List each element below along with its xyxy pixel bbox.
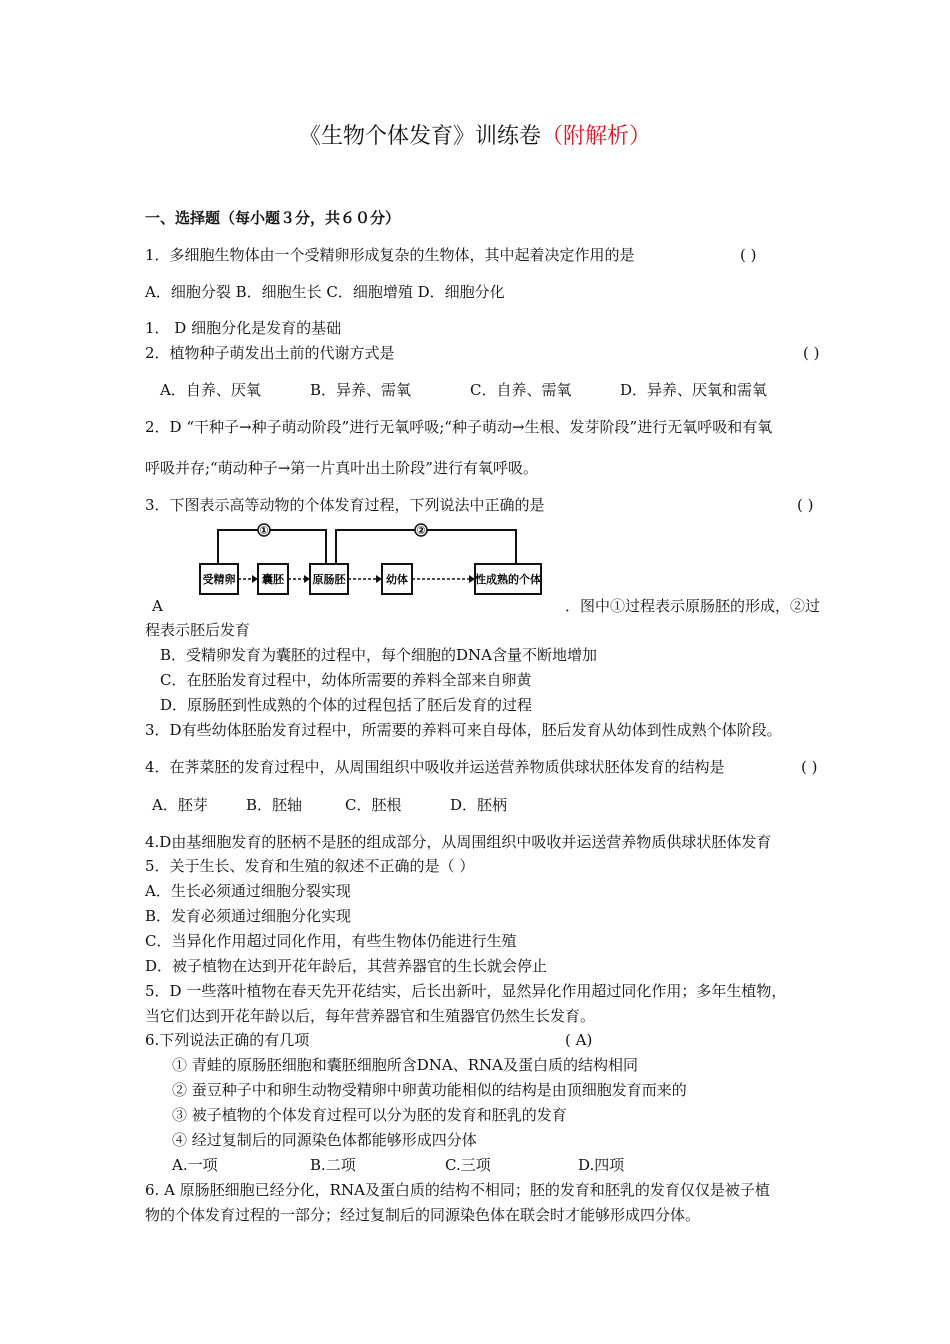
q4-option-d: D．胚柄 (450, 796, 508, 814)
q3-option-c: C．在胚胎发育过程中，幼体所需要的养料全部来自卵黄 (160, 671, 532, 689)
q6-item-2: ② 蚕豆种子中和卵生动物受精卵中卵黄功能相似的结构是由顶细胞发育而来的 (172, 1081, 687, 1099)
q6-option-d: D.四项 (578, 1156, 625, 1174)
q4-option-b: B．胚轴 (246, 796, 303, 814)
q1-answer: 1． D 细胞分化是发育的基础 (145, 319, 342, 337)
q2-option-c: C．自养、需氧 (470, 381, 572, 399)
q1-stem: 1．多细胞生物体由一个受精卵形成复杂的生物体，其中起着决定作用的是 (145, 246, 635, 264)
q4-option-c: C．胚根 (345, 796, 402, 814)
q5-stem: 5．关于生长、发育和生殖的叙述不正确的是（ ） (145, 857, 475, 875)
q3-option-a-text: ．图中①过程表示原肠胚的形成，②过 (565, 597, 821, 615)
q4-stem: 4．在荠菜胚的发育过程中，从周围组织中吸收并运送营养物质供球状胚体发育的结构是 (145, 758, 725, 776)
q2-answer-line1: 2．D “干种子→种子萌动阶段”进行无氧呼吸;“种子萌动→生根、发芽阶段”进行无氧呼吸和有氧 (145, 418, 773, 436)
q6-stem: 6.下列说法正确的有几项 (145, 1031, 310, 1049)
q3-option-d: D．原肠胚到性成熟的个体的过程包括了胚后发育的过程 (160, 696, 533, 714)
q2-option-d: D．异养、厌氧和需氧 (620, 381, 768, 399)
q6-answer-line2: 物的个体发育过程的一部分；经过复制后的同源染色体在联会时才能够形成四分体。 (145, 1206, 701, 1224)
document-title (0, 122, 950, 152)
q6-option-b: B.二项 (310, 1156, 356, 1174)
q2-answer-line2: 呼吸并存;“萌动种子→第一片真叶出土阶段”进行有氧呼吸。 (145, 459, 538, 477)
mark-2: ② (416, 524, 426, 537)
node-gastrula: 原肠胚 (312, 573, 346, 586)
q3-option-b: B．受精卵发育为囊胚的过程中，每个细胞的DNA含量不断地增加 (160, 646, 598, 664)
q1-options: A．细胞分裂 B．细胞生长 C．细胞增殖 D．细胞分化 (145, 283, 505, 301)
q5-answer-line2: 当它们达到开花年龄以后，每年营养器官和生殖器官仍然生长发育。 (145, 1007, 596, 1025)
node-larva: 幼体 (386, 573, 408, 586)
q6-option-a: A.一项 (172, 1156, 218, 1174)
q1-answer-blank: ( ) (740, 246, 757, 264)
q6-option-c: C.三项 (445, 1156, 491, 1174)
q6-answer-blank: ( A) (565, 1031, 593, 1049)
q2-answer-blank: ( ) (803, 344, 820, 362)
q4-answer: 4.D由基细胞发育的胚柄不是胚的组成部分，从周围组织中吸收并运送营养物质供球状胚体发育 (145, 833, 772, 851)
q3-answer: 3．D有些幼体胚胎发育过程中，所需要的养料可来自母体，胚后发育从幼体到性成熟个体阶段。 (145, 721, 782, 739)
q5-option-c: C．当异化作用超过同化作用，有些生物体仍能进行生殖 (145, 932, 517, 950)
development-flow-diagram (198, 520, 550, 602)
section-heading: 一、选择题（每小题３分，共６０分） (145, 209, 401, 227)
q2-stem: 2．植物种子萌发出土前的代谢方式是 (145, 344, 395, 362)
title-highlight: （附解析） (541, 124, 652, 149)
q6-item-3: ③ 被子植物的个体发育过程可以分为胚的发育和胚乳的发育 (172, 1106, 567, 1124)
q4-answer-blank: ( ) (801, 758, 818, 776)
q3-stem: 3．下图表示高等动物的个体发育过程，下列说法中正确的是 (145, 496, 545, 514)
title-main: 《生物个体发育》训练卷 (298, 124, 541, 149)
node-blastula: 囊胚 (262, 573, 284, 586)
mark-1: ① (259, 524, 269, 537)
q3-option-a-cont: 程表示胚后发育 (145, 621, 251, 639)
node-zygote: 受精卵 (202, 573, 236, 586)
q5-answer-line1: 5．D 一些落叶植物在春天先开花结实，后长出新叶，显然异化作用超过同化作用；多年生植物， (145, 982, 787, 1000)
q3-answer-blank: ( ) (797, 496, 814, 514)
q6-answer-line1: 6. A 原肠胚细胞已经分化，RNA及蛋白质的结构不相同；胚的发育和胚乳的发育仅仅是被子植 (145, 1181, 770, 1199)
q2-option-b: B．异养、需氧 (310, 381, 412, 399)
q5-option-a: A．生长必须通过细胞分裂实现 (145, 882, 351, 900)
q2-option-a: A．自养、厌氧 (160, 381, 261, 399)
q5-option-b: B．发育必须通过细胞分化实现 (145, 907, 352, 925)
node-adult: 性成熟的个体 (475, 573, 541, 586)
q6-item-1: ① 青蛙的原肠胚细胞和囊胚细胞所含DNA、RNA及蛋白质的结构相同 (172, 1056, 639, 1074)
q3-option-a-label: A (152, 597, 163, 615)
q5-option-d: D．被子植物在达到开花年龄后，其营养器官的生长就会停止 (145, 957, 548, 975)
q6-item-4: ④ 经过复制后的同源染色体都能够形成四分体 (172, 1131, 477, 1149)
q4-option-a: A．胚芽 (152, 796, 208, 814)
